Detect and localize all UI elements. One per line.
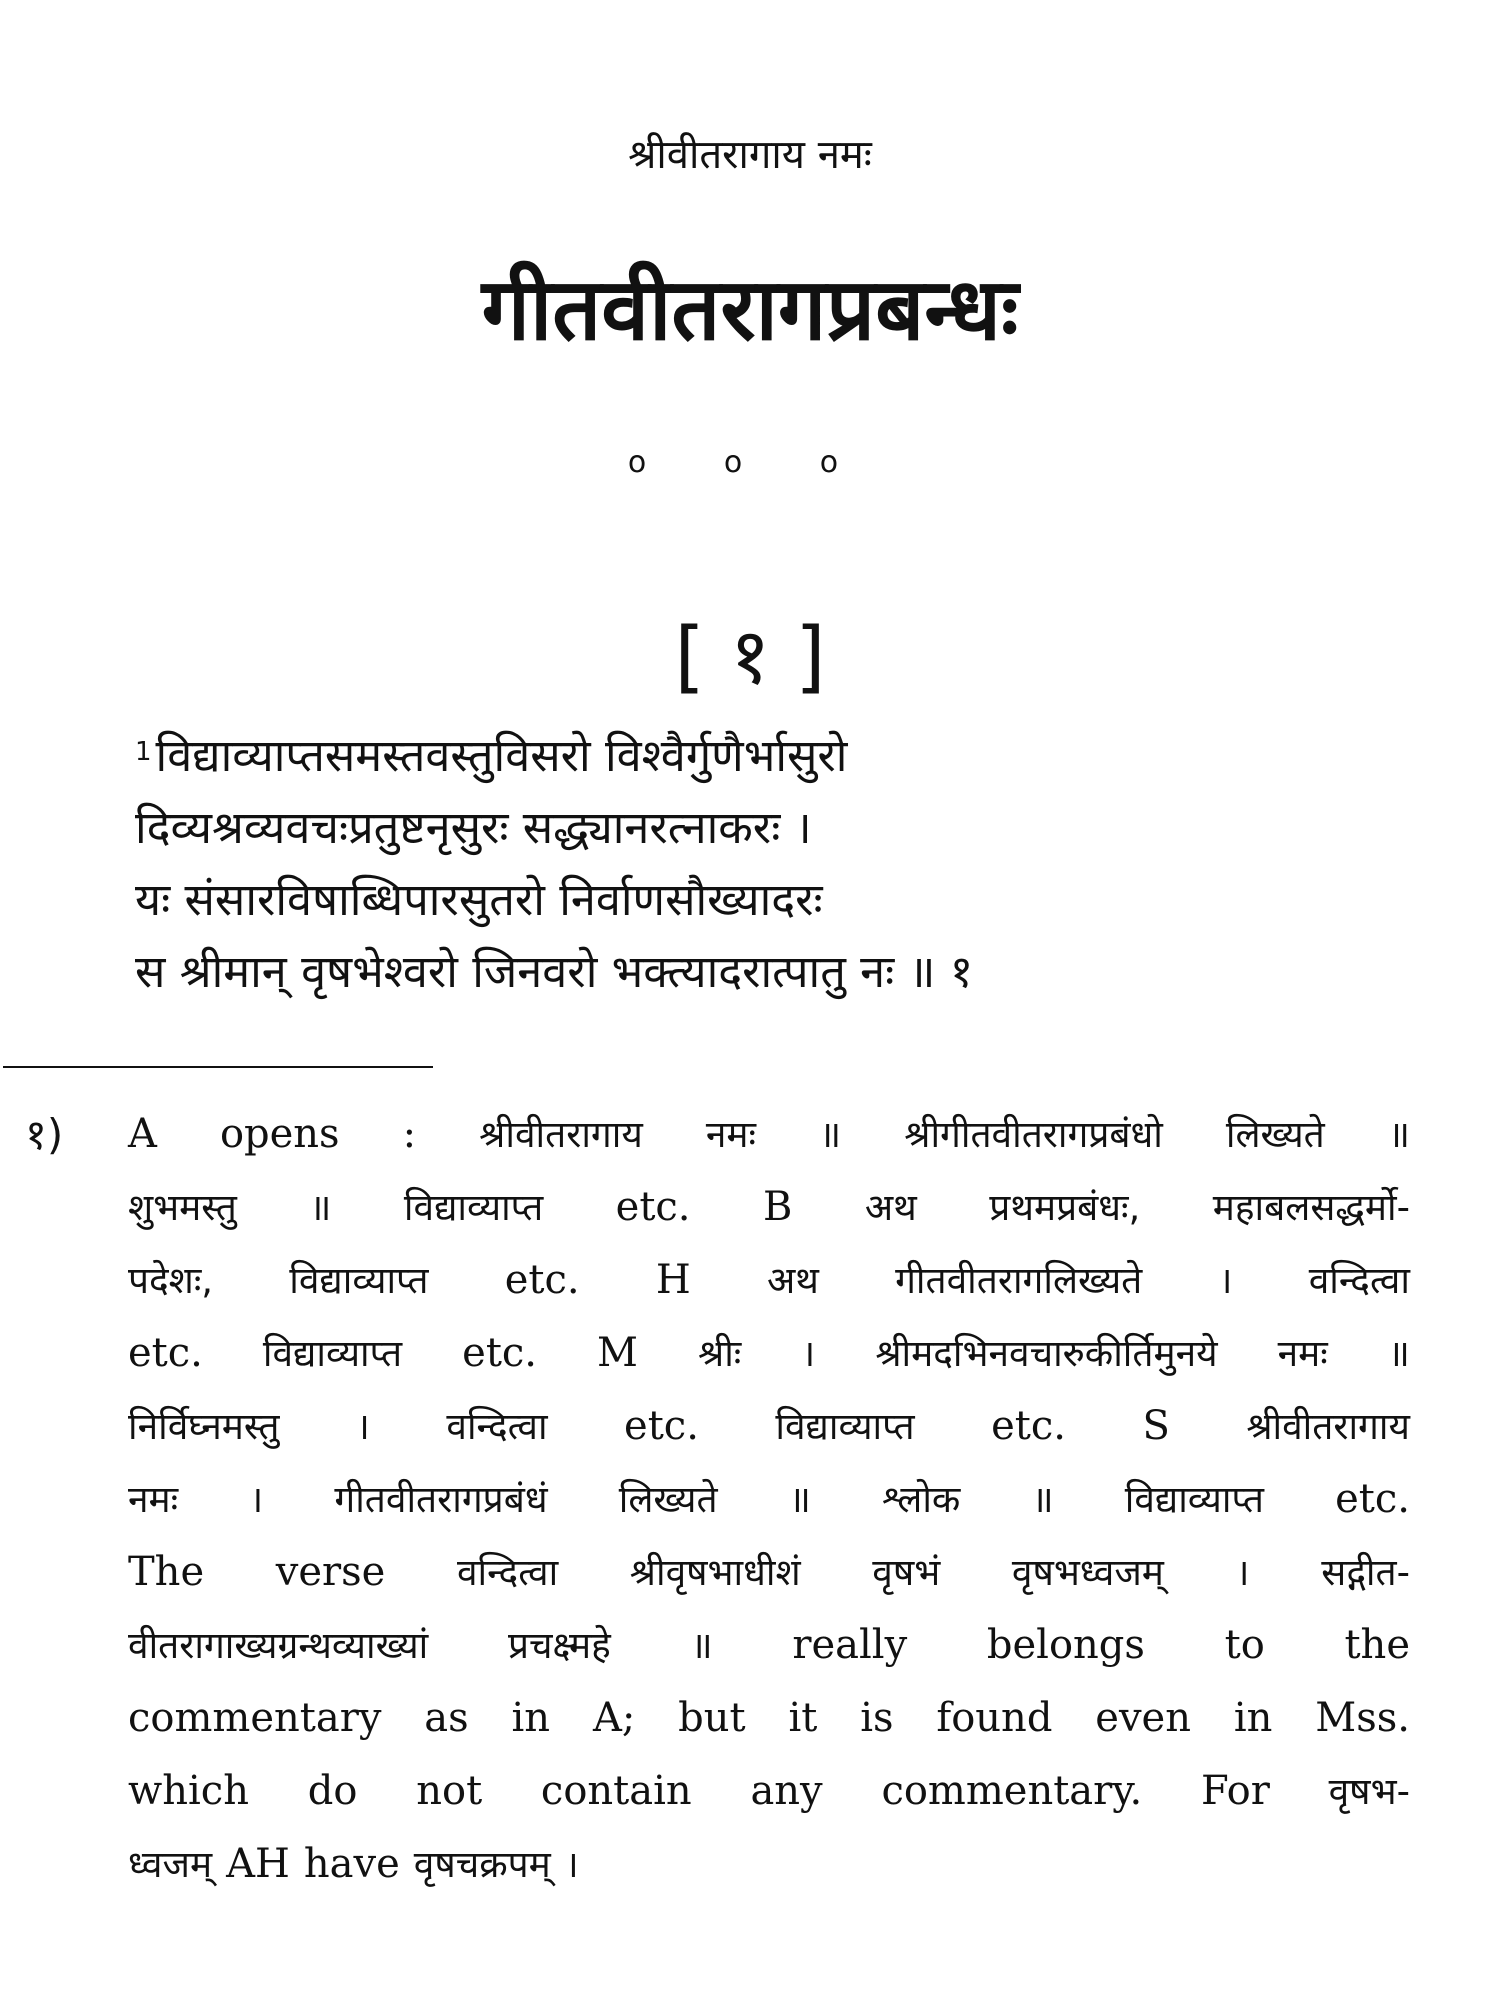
footnote-text: [128, 1098, 1410, 1901]
footnote-word: श्रीमदभिनवचारुकीर्तिमुनये: [875, 1332, 1218, 1375]
footnote-word: गीतवीतरागप्रबंधं: [334, 1478, 548, 1521]
verse-line: [135, 720, 1435, 792]
verse-block: [135, 720, 1435, 1008]
footnote-word: etc.: [462, 1330, 538, 1376]
footnote-word: in: [1233, 1695, 1273, 1741]
footnote-word: ॥: [309, 1186, 332, 1229]
footnote-word: in: [511, 1695, 551, 1741]
verse-line: दिव्यश्रव्यवचःप्रतुष्टनृसुरः सद्ध्यानरत्नाकरः ।: [135, 801, 812, 854]
footnote-word: श्रीवीतरागाय: [1246, 1405, 1410, 1448]
footnote-word: etc.: [128, 1330, 203, 1376]
footnote-word: to: [1224, 1622, 1265, 1668]
footnote-word: S: [1142, 1403, 1170, 1449]
footnote-word: वृषभ-: [1328, 1770, 1410, 1813]
footnote-line: [128, 1682, 1410, 1755]
footnote-word: श्लोक: [882, 1478, 961, 1521]
footnote-word: प्रचक्ष्महे: [507, 1624, 611, 1667]
footnote-word: ॥: [690, 1624, 713, 1667]
footnote-line: [128, 1390, 1410, 1463]
footnote-word: ॥: [1031, 1478, 1054, 1521]
footnote-word: contain: [540, 1768, 692, 1814]
footnote-word: it: [788, 1695, 818, 1741]
footnote-word: शुभमस्तु: [128, 1186, 237, 1229]
footnote-word: नमः: [1277, 1332, 1328, 1375]
footnote-word: श्रीवृषभाधीशं: [629, 1551, 801, 1594]
footnote-word: verse: [275, 1549, 386, 1595]
footnote-word: पदेशः,: [128, 1259, 214, 1302]
footnote-word: M: [597, 1330, 638, 1376]
footnote-word: विद्याव्याप्त: [775, 1405, 915, 1448]
footnote-word: etc.: [1335, 1476, 1410, 1522]
footnote-rule: [3, 1066, 433, 1068]
footnote-word: ॥: [1387, 1332, 1410, 1375]
footnote-line: [128, 1828, 1410, 1901]
footnote-line: [128, 1098, 1410, 1171]
ornament-divider: o o o: [627, 445, 873, 480]
footnote-word: ध्वजम्: [128, 1843, 213, 1886]
footnote-word: found: [936, 1695, 1053, 1741]
footnote-word: B: [763, 1184, 793, 1230]
footnote-word: H: [655, 1257, 691, 1303]
footnote-number: १): [25, 1110, 64, 1159]
invocation: श्रीवीतरागाय नमः: [628, 132, 872, 178]
footnote-word: प्रथमप्रबंधः,: [989, 1186, 1141, 1229]
footnote-word: but: [678, 1695, 746, 1741]
footnote-line: [128, 1536, 1410, 1609]
footnote-word: लिख्यते: [1225, 1113, 1325, 1156]
footnote-word: commentary: [128, 1695, 382, 1741]
footnote-word: वन्दित्वा: [456, 1551, 559, 1594]
footnote-word: ॥: [1387, 1113, 1410, 1156]
footnote-word: commentary.: [881, 1768, 1143, 1814]
footnote-word: A;: [592, 1695, 636, 1741]
footnote-word: वन्दित्वा: [1308, 1259, 1410, 1302]
footnote-word: etc.: [615, 1184, 691, 1230]
footnote-word: the: [1344, 1622, 1410, 1668]
footnote-word: विद्याव्याप्त: [289, 1259, 429, 1302]
footnote-word: etc.: [624, 1403, 699, 1449]
footnote-word: etc.: [504, 1257, 580, 1303]
footnote-word: श्रीः: [698, 1332, 742, 1375]
footnote-word: opens: [219, 1111, 340, 1157]
footnote-word: ।: [1235, 1551, 1250, 1594]
verse-line-text: विद्याव्याप्तसमस्तवस्तुविसरो विश्वैर्गुणैर्भासुरो: [155, 729, 848, 782]
footnote-line: [128, 1463, 1410, 1536]
footnote-line: [128, 1609, 1410, 1682]
footnote-word: any: [750, 1768, 823, 1814]
footnote-word: श्रीगीतवीतरागप्रबंधो: [904, 1113, 1163, 1156]
footnote-word: is: [860, 1695, 894, 1741]
footnote-word: वृषचक्रपम्: [413, 1843, 551, 1886]
footnote-word: :: [402, 1111, 417, 1157]
footnote-word: which: [128, 1768, 249, 1814]
section-number: [ १ ]: [674, 612, 826, 702]
footnote-word: विद्याव्याप्त: [403, 1186, 544, 1229]
verse-line: स श्रीमान् वृषभेश्वरो जिनवरो भक्त्यादरात्पातु नः ॥ १: [135, 945, 974, 998]
verse-line: यः संसारविषाब्धिपारसुतरो निर्वाणसौख्यादरः: [135, 873, 823, 926]
footnote-line: [128, 1171, 1410, 1244]
footnote-word: as: [424, 1695, 469, 1741]
footnote-word: ।: [564, 1843, 579, 1886]
footnote-word: A: [128, 1111, 157, 1157]
footnote-word: वृषभं: [872, 1551, 941, 1594]
page-title: गीतवीतरागप्रबन्धः: [481, 260, 1019, 360]
footnote-word: वन्दित्वा: [446, 1405, 548, 1448]
footnote-word: etc.: [991, 1403, 1066, 1449]
footnote-word: really: [792, 1622, 908, 1668]
footnote-word: The: [128, 1549, 205, 1595]
footnote-word: अथ: [766, 1259, 819, 1302]
footnote-word: अथ: [864, 1186, 917, 1229]
footnote-word: सद्गीत-: [1321, 1551, 1410, 1594]
footnote-reference-mark: 1: [135, 737, 152, 767]
footnote-word: वृषभध्वजम्: [1011, 1551, 1164, 1594]
footnote-line: [128, 1755, 1410, 1828]
footnote-word: नमः: [128, 1478, 179, 1521]
footnote-word: महाबलसद्धर्मो-: [1212, 1186, 1410, 1229]
footnote-word: ।: [1218, 1259, 1233, 1302]
footnote-word: ।: [801, 1332, 816, 1375]
footnote-word: belongs: [986, 1622, 1145, 1668]
footnote-line: [128, 1317, 1410, 1390]
footnote-word: ॥: [788, 1478, 811, 1521]
footnote-word: For: [1201, 1768, 1270, 1814]
footnote-word: विद्याव्याप्त: [262, 1332, 403, 1375]
footnote-word: गीतवीतरागलिख्यते: [895, 1259, 1143, 1302]
footnote-word: नमः: [705, 1113, 756, 1156]
footnote-word: ।: [355, 1405, 370, 1448]
footnote-word: ॥: [819, 1113, 842, 1156]
footnote-word: वीतरागाख्यग्रन्थव्याख्यां: [128, 1624, 429, 1667]
footnote-line: [128, 1244, 1410, 1317]
footnote-word: श्रीवीतरागाय: [479, 1113, 643, 1156]
footnote-word: do: [307, 1768, 358, 1814]
footnote-word: even: [1095, 1695, 1191, 1741]
footnote-word: निर्विघ्नमस्तु: [128, 1405, 280, 1448]
footnote-word: विद्याव्याप्त: [1124, 1478, 1264, 1521]
footnote-word: लिख्यते: [618, 1478, 718, 1521]
footnote-word: AH: [226, 1841, 290, 1887]
footnote-word: have: [303, 1841, 400, 1887]
footnote-word: ।: [249, 1478, 264, 1521]
footnote-word: not: [416, 1768, 483, 1814]
footnote-word: Mss.: [1315, 1695, 1410, 1741]
